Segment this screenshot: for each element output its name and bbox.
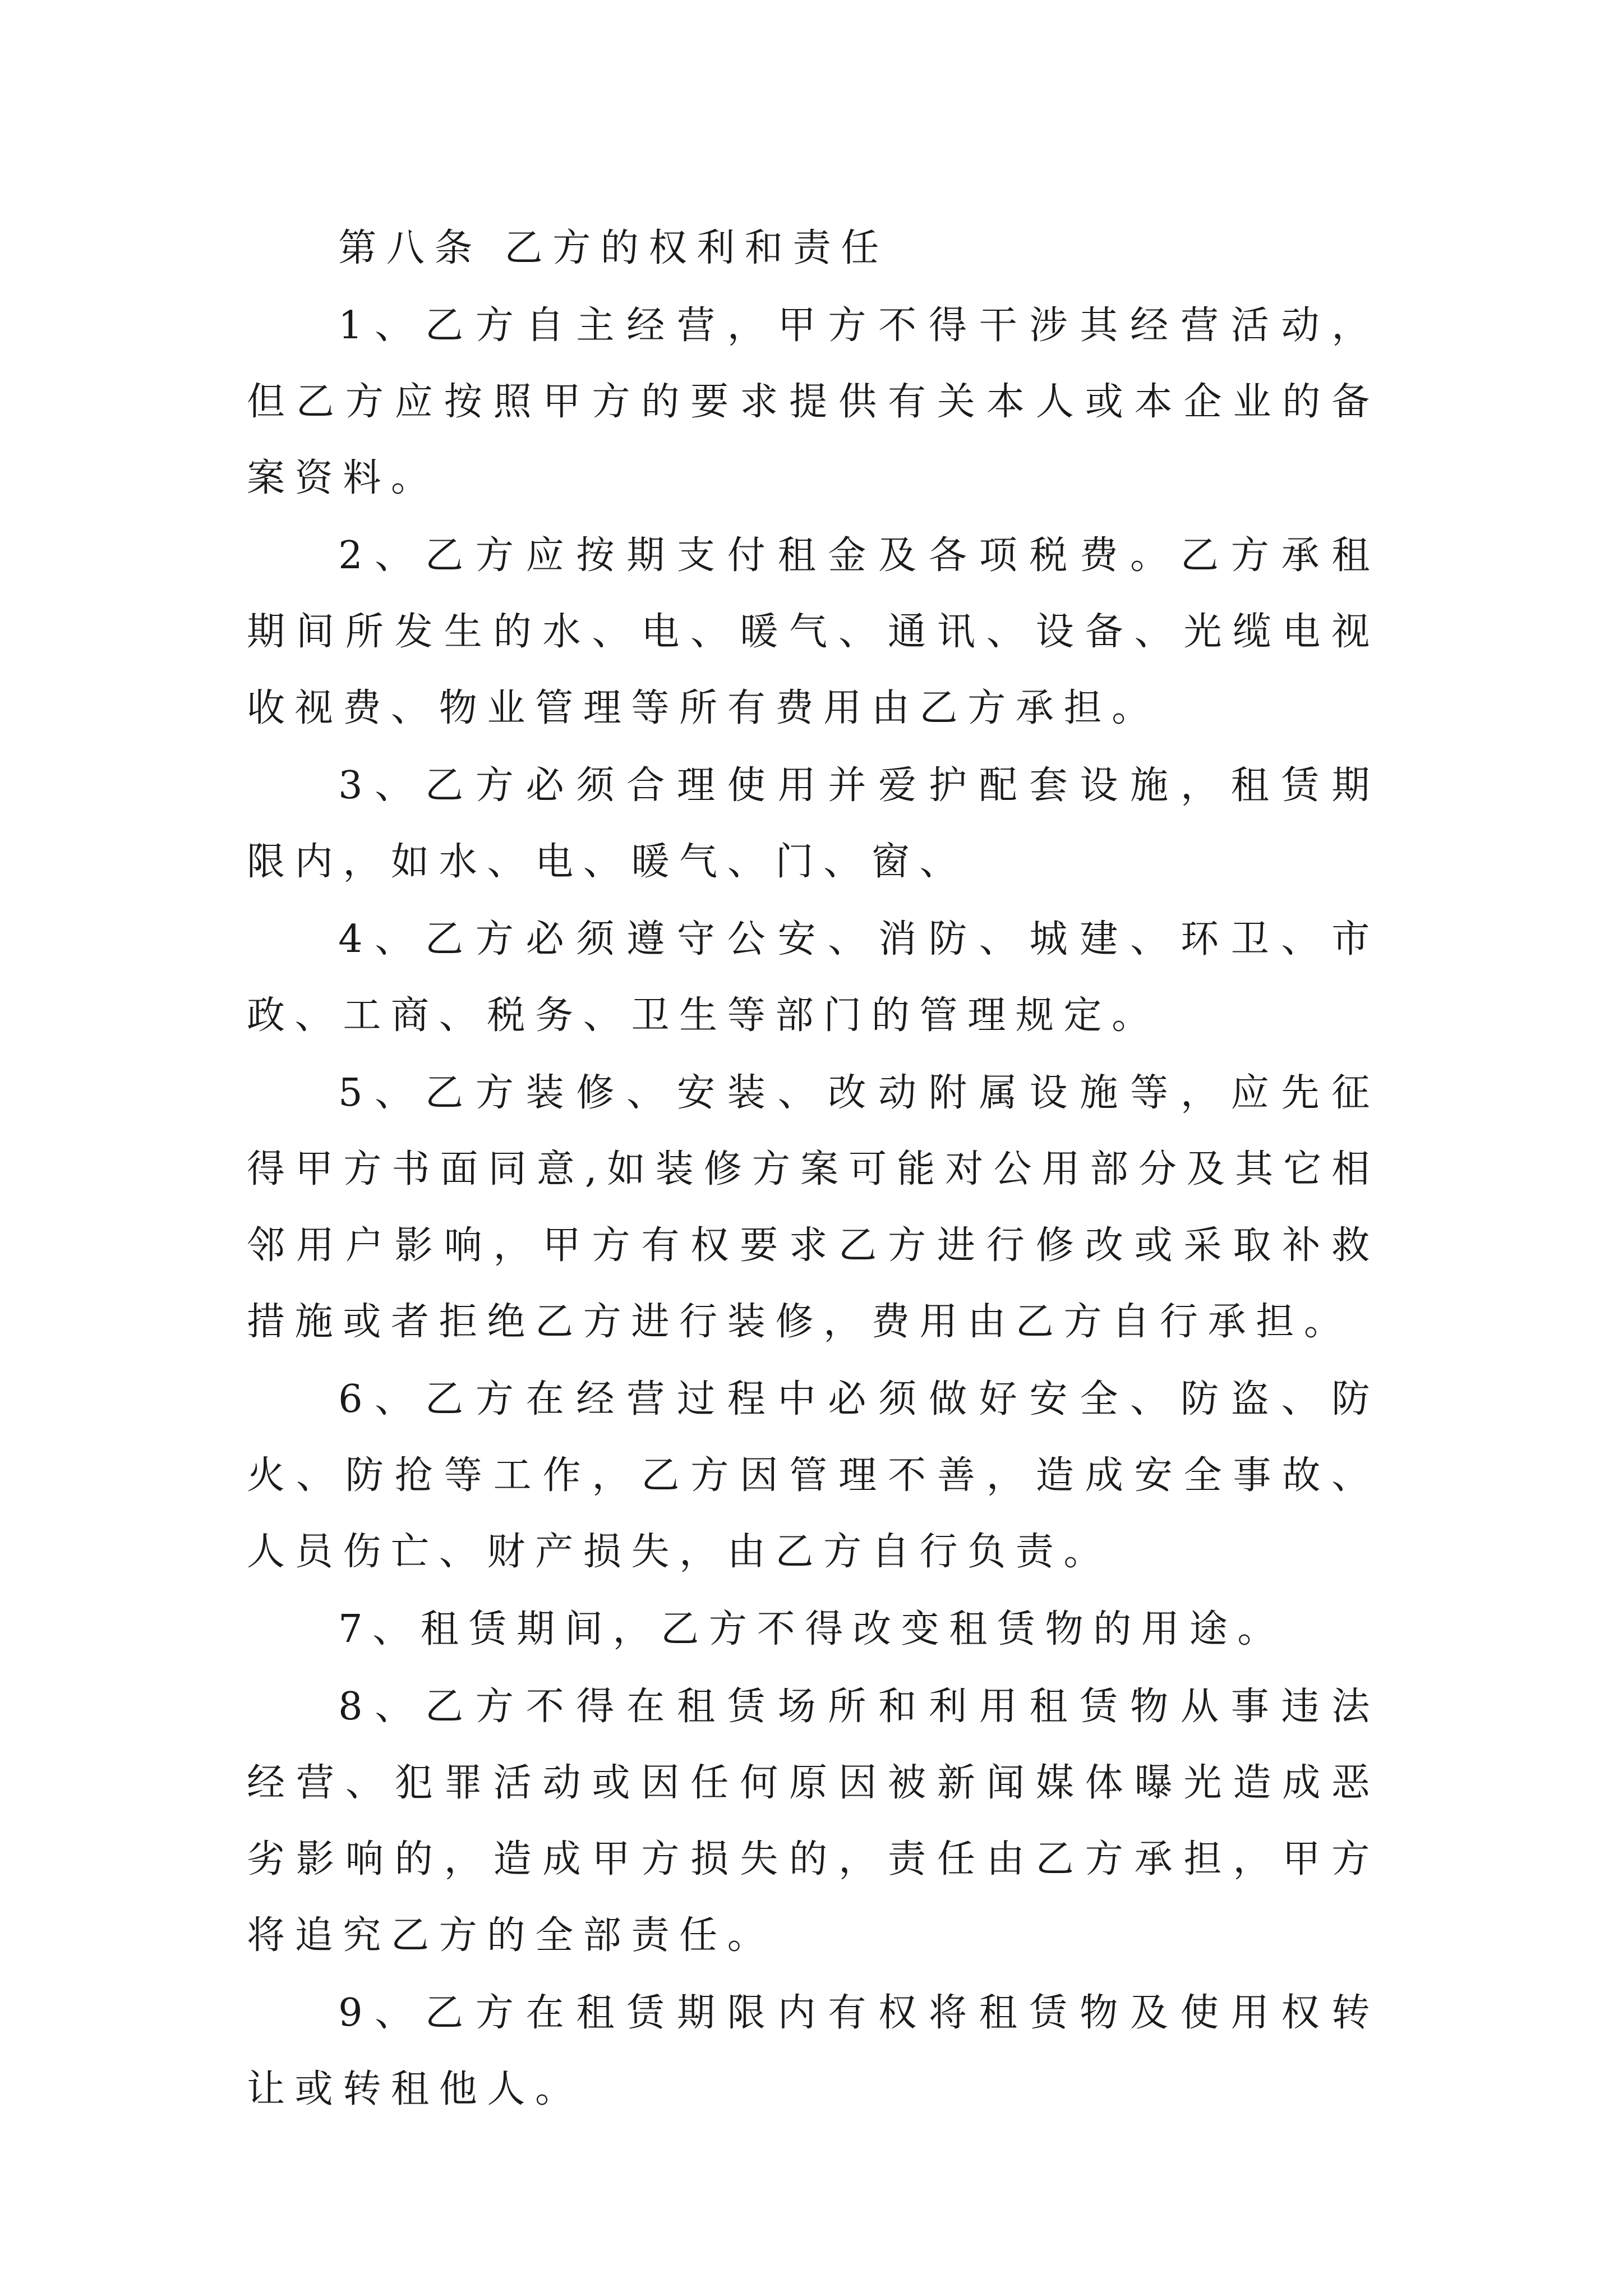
document-body [247, 210, 1380, 2129]
clause-9: 9、乙方在租赁期限内有权将租赁物及使用权转让或转租他人。 [247, 1991, 1380, 2111]
clause-6: 6、乙方在经营过程中必须做好安全、防盗、防火、防抢等工作，乙方因管理不善，造成安全事故、人员伤亡、财产损失，由乙方自行负责。 [247, 1377, 1380, 1574]
clause-2: 2、乙方应按期支付租金及各项税费。乙方承租期间所发生的水、电、暖气、通讯、设备、光缆电视收视费、物业管理等所有费用由乙方承担。 [247, 533, 1380, 730]
clause-4: 4、乙方必须遵守公安、消防、城建、环卫、市政、工商、税务、卫生等部门的管理规定。 [247, 917, 1380, 1038]
clause-3: 3、乙方必须合理使用并爱护配套设施，租赁期限内，如水、电、暖气、门、窗、 [247, 763, 1380, 884]
article-heading: 第八条 乙方的权利和责任 [338, 226, 889, 270]
clause-1: 1、乙方自主经营，甲方不得干涉其经营活动，但乙方应按照甲方的要求提供有关本人或本企业的备案资料。 [247, 303, 1380, 500]
clause-5: 5、乙方装修、安装、改动附属设施等，应先征得甲方书面同意,如装修方案可能对公用部分及其它相邻用户影响，甲方有权要求乙方进行修改或采取补救措施或者拒绝乙方进行装修，费用由乙方自行承担。 [247, 1071, 1380, 1344]
clause-8: 8、乙方不得在租赁场所和利用租赁物从事违法经营、犯罪活动或因任何原因被新闻媒体曝光造成恶劣影响的，造成甲方损失的，责任由乙方承担，甲方将追究乙方的全部责任。 [247, 1685, 1380, 1958]
clause-7: 7、租赁期间，乙方不得改变租赁物的用途。 [338, 1607, 1286, 1651]
